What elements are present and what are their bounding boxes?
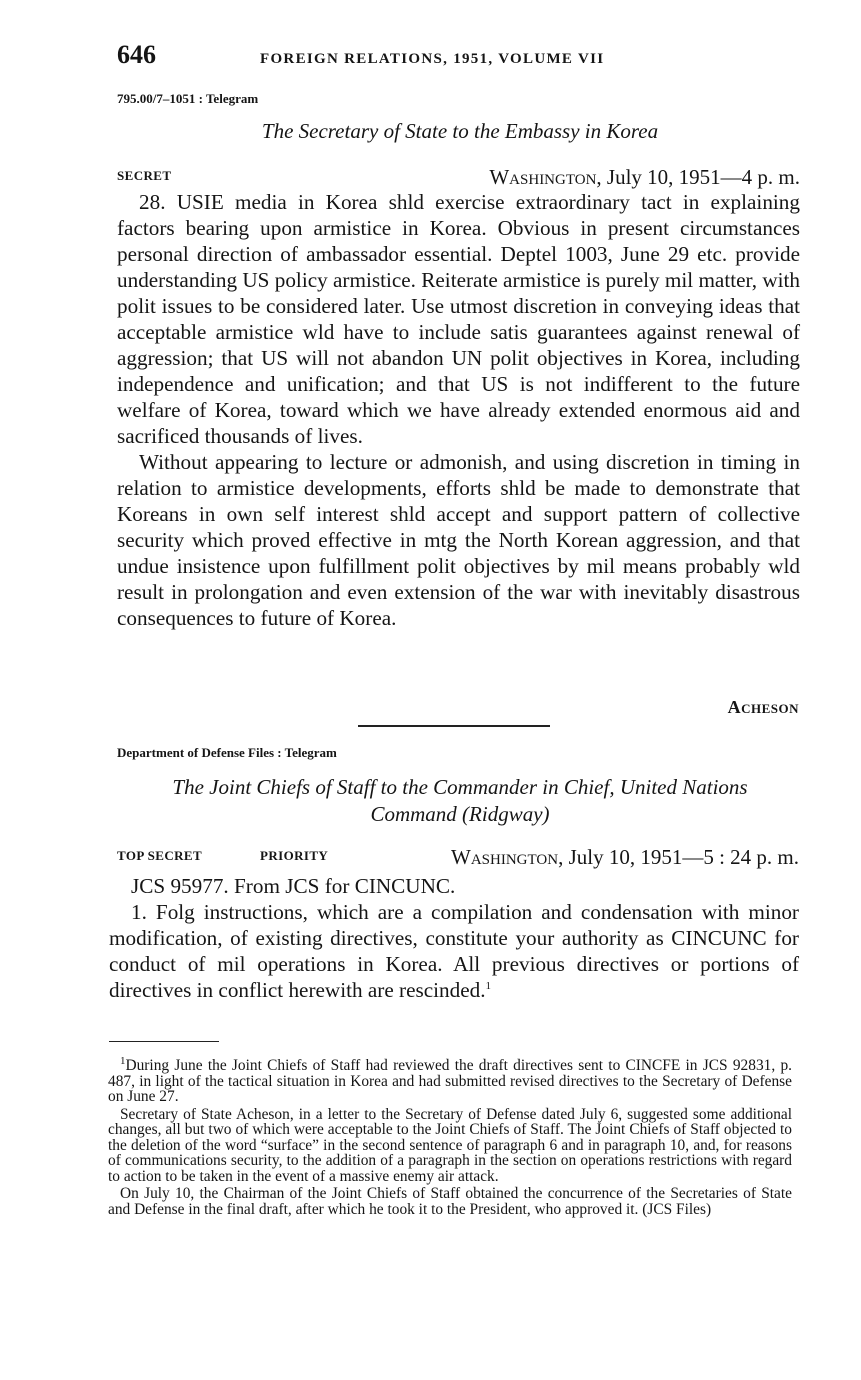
footnote: Secretary of State Acheson, in a letter to the Secretary of Defense dated July 6, suggested some additional changes, all but two of which were acceptable to the Joint Chiefs of Staff. The Joint Chiefs of Staff objected to the deletion of the word “surface” in the second sentence of paragraph 6 and in paragraph 10, and, for reasons of communications security, to the addition of a paragraph in the section on operations restrictions with regard to action to be taken in the event of a massive enemy air attack.	[108, 1105, 792, 1185]
running-head: FOREIGN RELATIONS, 1951, VOLUME VII	[260, 51, 605, 67]
body-paragraph	[109, 899, 799, 1003]
section-divider	[358, 725, 550, 727]
body-paragraph: 28. USIE media in Korea shld exercise extraordinary tact in explaining factors bearing upon armistice in Korea. Obvious in present circumstances personal direction of ambassador essential. Deptel 1003, June 29 etc. provide understanding US policy armistice. Reiterate armistice is purely mil matter, with polit issues to be considered later. Use utmost discretion in conveying ideas that acceptable armistice wld have to include satis guarantees against renewal of aggression; that US will not abandon UN polit objectives in Korea, including independence and unification; and that US is not indifferent to the future welfare of Korea, toward which we have already extended enormous aid and sacrificed thousands of lives.	[117, 190, 800, 448]
dateline-place: Washington	[451, 845, 559, 869]
signature: Acheson	[727, 697, 799, 717]
dateline-date: , July 10, 1951—5 : 24 p. m.	[558, 845, 799, 869]
page-header	[117, 38, 677, 72]
classification-label: TOP SECRET	[117, 848, 203, 863]
classification-label: SECRET	[117, 168, 172, 183]
footnote-separator	[109, 1041, 219, 1042]
page-number: 646	[117, 40, 156, 69]
dateline-place: Washington	[489, 165, 597, 189]
footnote-marker: 1	[120, 1054, 126, 1067]
body-paragraph: JCS 95977. From JCS for CINCUNC.	[131, 874, 456, 898]
footnote-text: During June the Joint Chiefs of Staff had reviewed the draft directives sent to CINCFE in JCS 92831, p. 487, in light of the tactical situation in Korea and had submitted revised directives to the Secretary of Defense on June 27.	[108, 1057, 792, 1105]
footnote	[108, 1054, 792, 1105]
footnotes	[108, 1054, 792, 1219]
dateline	[489, 165, 800, 190]
dateline	[451, 845, 799, 870]
document-title: The Joint Chiefs of Staff to the Commander in Chief, United Nations	[172, 775, 748, 799]
document-title: The Secretary of State to the Embassy in Korea	[261, 119, 659, 143]
document-body	[117, 189, 800, 631]
footnote-reference: 1	[485, 979, 492, 992]
file-reference: 795.00/7–1051 : Telegram	[117, 91, 259, 106]
document-title-continued: Command (Ridgway)	[370, 802, 550, 826]
dateline-date: , July 10, 1951—4 p. m.	[596, 165, 800, 189]
priority-label: PRIORITY	[260, 848, 329, 863]
footnote: On July 10, the Chairman of the Joint Chiefs of Staff obtained the concurrence of the Secretaries of State and Defense in the final draft, after which he took it to the President, who approved it. (JCS Files)	[108, 1185, 792, 1218]
file-reference: Department of Defense Files : Telegram	[117, 745, 337, 760]
body-paragraph-text: 1. Folg instructions, which are a compilation and condensation with minor modification, of existing directives, constitute your authority as CINCUNC for conduct of mil operations in Korea. All previous directives or portions of directives in conflict herewith are rescinded.	[109, 900, 799, 1002]
body-paragraph: Without appearing to lecture or admonish, and using discretion in timing in relation to armistice developments, efforts shld be made to demonstrate that Koreans in own self interest shld accept and support pattern of collective security which proved effective in mtg the North Korean aggression, and that undue insistence upon fulfillment polit objectives by mil means probably wld result in prolongation and even extension of the war with inevitably disastrous consequences to future of Korea.	[117, 450, 800, 630]
document-body	[109, 873, 799, 1003]
